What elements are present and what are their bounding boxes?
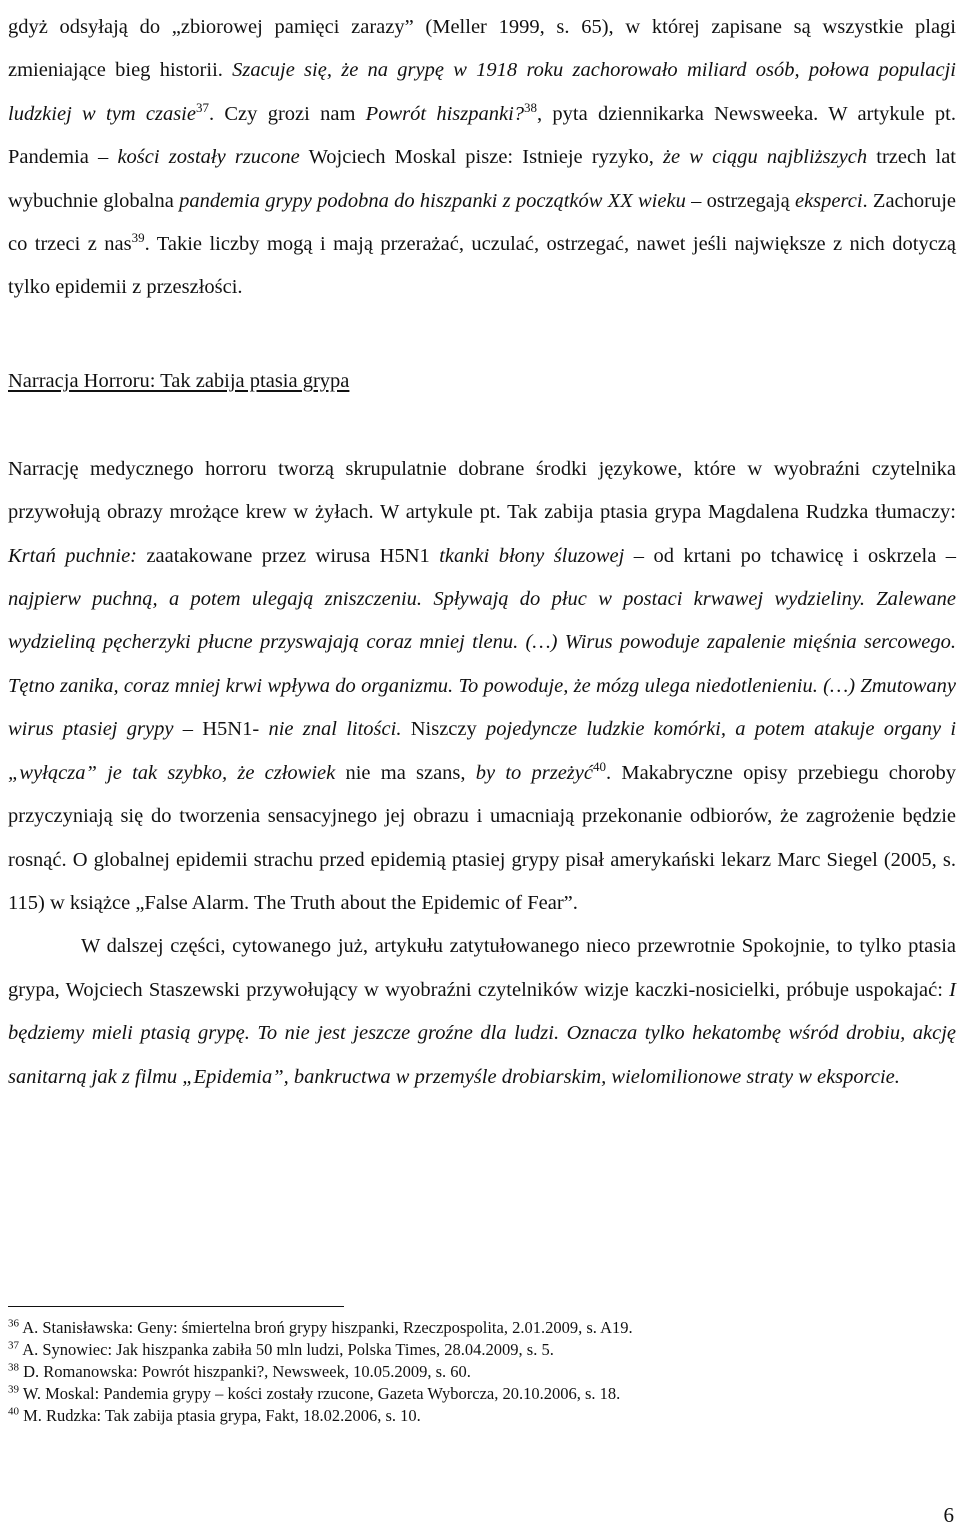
italic-run: że w ciągu najbliższych <box>663 146 868 169</box>
italic-run: tkanki błony śluzowej <box>439 544 625 567</box>
text-run: . Makabryczne opisy przebiegu choroby przyczyniają się do tworzenia sensacyjnego jej obrazu i umacniają przekonanie odbiorów, że zagrożenie będzie rosnąć. O globalnej epidemii strachu przed epidemią ptasiej grypy pisał amerykański lekarz Marc Siegel (2005, s. 115) w książce „False Alarm. The Truth about the Epidemic of Fear”. <box>8 761 956 914</box>
footnote-text: A. Synowiec: Jak hiszpanka zabiła 50 mln ludzi, Polska Times, 28.04.2009, s. 5. <box>22 1340 554 1359</box>
text-run: . Czy grozi nam <box>208 102 366 125</box>
body-paragraph-2 <box>8 448 956 925</box>
text-run: trzech lat wybuchnie globalna <box>8 146 957 212</box>
footnote-40 <box>8 1405 956 1427</box>
text-run: – ostrzegają <box>685 189 795 212</box>
body-paragraph-3 <box>8 925 956 1099</box>
italic-run: nie znal litości. <box>268 718 402 741</box>
italic-run: najpierw puchną, a potem ulegają zniszczeniu. Spływają do płuc w postaci krwawej wydzieliny. Zalewane wydzieliną pęcherzyki płucne przyswajają coraz mniej tlenu. (…) Wirus powoduje zapalenie mięśnia sercowego. Tętno zanika, coraz mniej krwi wpływa do organizmu. To powoduje, że mózg ulega niedotlenieniu. (…) Zmutowany wirus ptasiej grypy <box>8 588 956 741</box>
footnotes-section <box>8 1306 956 1427</box>
text-run: . Takie liczby mogą i mają przerażać, uczulać, ostrzegać, nawet jeśli największe z nich dotyczą tylko epidemii z przeszłości. <box>8 233 956 299</box>
italic-run: eksperci <box>794 189 863 212</box>
footnote-38 <box>8 1361 956 1383</box>
text-run: gdyż odsyłają do „zbiorowej pamięci zarazy” (Meller 1999, s. 65), w której zapisane są wszystkie plagi zmieniające bieg historii. <box>8 16 956 82</box>
footnote-text: M. Rudzka: Tak zabija ptasia grypa, Fakt, 18.02.2006, s. 10. <box>23 1406 421 1425</box>
text-run: Wojciech Moskal pisze: Istnieje ryzyko, <box>299 146 664 169</box>
footnote-36 <box>8 1317 956 1339</box>
document-page <box>8 0 956 1099</box>
italic-run: by to przeżyć <box>475 761 593 784</box>
section-heading: Narracja Horroru: Tak zabija ptasia grypa <box>8 369 350 392</box>
text-run: . Zachoruje co trzeci z nas <box>8 189 957 256</box>
text-run: nie ma szans, <box>335 761 476 784</box>
body-paragraph-1 <box>8 6 956 310</box>
footnote-37 <box>8 1339 956 1361</box>
text-run: – od krtani po tchawicę i oskrzela – <box>624 544 956 567</box>
footnote-number: 37 <box>8 1339 19 1352</box>
footnote-ref-40[interactable]: 40 <box>593 758 606 774</box>
italic-run: kości zostały rzucone <box>117 146 300 169</box>
footnote-ref-37[interactable]: 37 <box>195 99 209 115</box>
footnote-ref-39[interactable]: 39 <box>131 230 145 246</box>
text-run: Narrację medycznego horroru tworzą skrupulatnie dobrane środki językowe, które w wyobraźni czytelnika przywołują obrazy mrożące krew w żyłach. W artykule pt. Tak zabija ptasia grypa Magdalena Rudzka tłumaczy: <box>8 457 956 524</box>
footnote-number: 36 <box>8 1317 19 1330</box>
footnote-39 <box>8 1383 956 1405</box>
text-run: , pyta dziennikarka Newsweeka. W artykule pt. Pandemia – <box>8 102 956 169</box>
footnote-ref-38[interactable]: 38 <box>524 99 538 115</box>
italic-run: Powrót hiszpanki? <box>365 102 525 125</box>
footnote-number: 40 <box>8 1405 19 1418</box>
footnote-text: D. Romanowska: Powrót hiszpanki?, Newsweek, 10.05.2009, s. 60. <box>23 1362 471 1381</box>
italic-run: pojedyncze ludzkie komórki, a potem atakuje organy i „wyłącza” je tak szybko, że człowiek <box>8 718 957 784</box>
footnote-number: 39 <box>8 1383 19 1396</box>
italic-run: Krtań puchnie: <box>8 544 138 567</box>
text-run: Niszczy <box>401 718 487 741</box>
italic-run: pandemia grypy podobna do hiszpanki z początków XX wieku <box>179 189 686 212</box>
footnote-separator <box>8 1306 344 1307</box>
italic-run: Szacuje się, że na grypę w 1918 roku zachorowało miliard osób, połowa populacji ludzkiej w tym czasie <box>8 59 956 125</box>
italic-run: I będziemy mieli ptasią grypę. To nie jest jeszcze groźne dla ludzi. Oznacza tylko hekatombę wśród drobiu, akcję sanitarną jak z filmu „Epidemia”, bankructwa w przemyśle drobiarskim, wielomilionowe straty w eksporcie. <box>8 978 956 1088</box>
footnote-number: 38 <box>8 1361 19 1374</box>
text-run: – H5N1- <box>173 718 269 741</box>
text-run: W dalszej części, cytowanego już, artykułu zatytułowanego nieco przewrotnie Spokojnie, to tylko ptasia grypa, Wojciech Staszewski przywołujący w wyobraźni czytelników wizje kaczki-nosicielki, próbuje uspokajać: <box>8 935 956 1001</box>
page-number: 6 <box>943 1503 954 1527</box>
footnote-text: W. Moskal: Pandemia grypy – kości zostały rzucone, Gazeta Wyborcza, 20.10.2006, s. 18. <box>22 1384 621 1403</box>
text-run: zaatakowane przez wirusa H5N1 <box>137 544 440 567</box>
footnote-text: A. Stanisławska: Geny: śmiertelna broń grypy hiszpanki, Rzeczpospolita, 2.01.2009, s. A19. <box>22 1318 633 1337</box>
